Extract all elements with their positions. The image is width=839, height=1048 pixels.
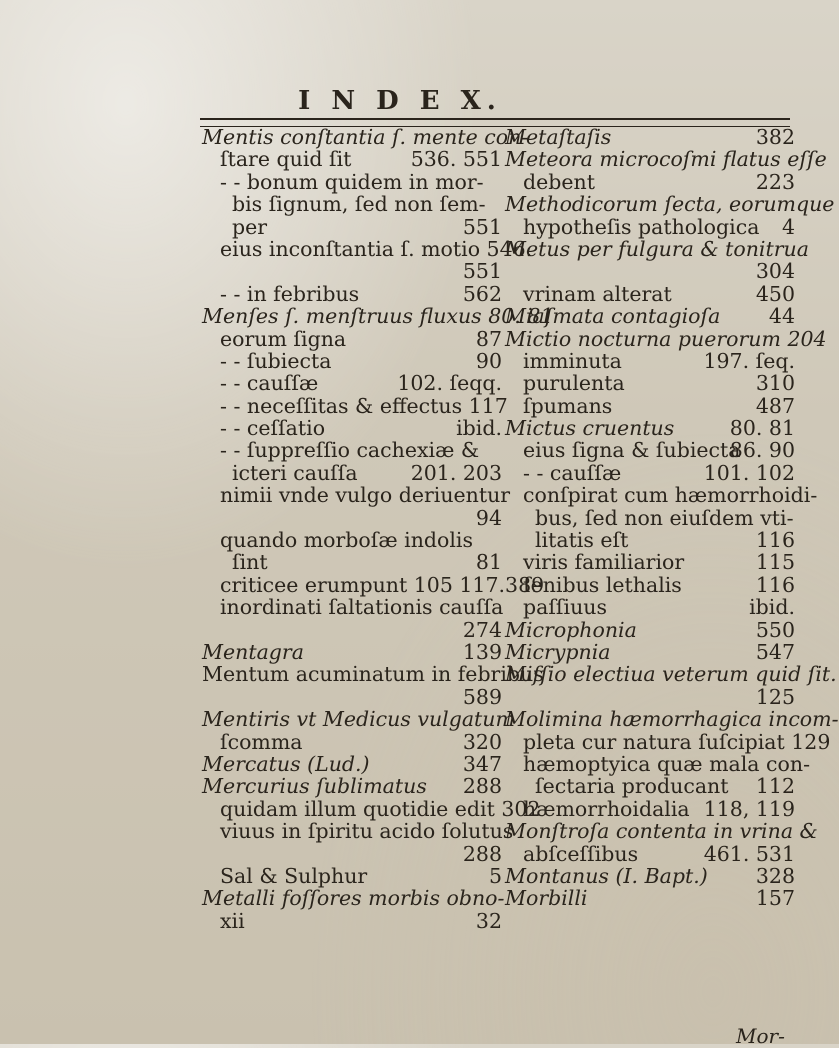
entry-page-ref: 139	[462, 639, 502, 664]
index-entry	[202, 641, 502, 663]
entry-text: Miaſmata contagioſa	[505, 304, 721, 329]
index-entry	[505, 305, 795, 327]
entry-text: ſectaria producant	[535, 774, 729, 799]
entry-text: Mentagra	[202, 639, 304, 664]
entry-text: paſſiuus	[523, 595, 608, 620]
entry-text: Menſes ſ. menſtruus fluxus 80. 81	[202, 304, 554, 329]
entry-text: - - bonum quidem in mor-	[220, 169, 484, 194]
index-entry	[505, 439, 795, 461]
index-entry	[202, 236, 533, 261]
entry-text: Mentum acuminatum in febribus	[202, 662, 544, 687]
index-entry	[202, 707, 515, 732]
entry-text: viris familiarior	[523, 550, 685, 575]
entry-page-ref: 94	[475, 505, 502, 530]
index-entry	[202, 171, 502, 193]
entry-page-ref: 288	[462, 841, 502, 866]
entry-page-ref: 304	[755, 259, 795, 284]
entry-page-ref: 112	[755, 774, 795, 799]
index-entry	[202, 148, 502, 170]
entry-page-ref: ibid.	[456, 416, 502, 441]
index-entry	[505, 147, 827, 172]
entry-text: abſceſſibus	[523, 841, 639, 866]
entry-page-ref: 551	[462, 259, 502, 284]
index-entry	[505, 729, 831, 754]
entry-page-ref: 118, 119	[703, 796, 795, 821]
index-entry	[505, 641, 795, 663]
entry-text: Metus per fulgura & tonitrua	[505, 236, 809, 261]
entry-text: litatis eſt	[535, 528, 629, 553]
index-entry	[505, 326, 827, 351]
entry-text: Mercurius ſublimatus	[202, 774, 427, 799]
entry-text: Mictus cruentus	[505, 416, 675, 441]
entry-text: Miſſio electiua veterum quid ſit.	[505, 662, 837, 687]
entry-text: quando morboſæ indolis	[220, 528, 474, 553]
entry-text: quidam illum quotidie edit 302	[220, 796, 541, 821]
entry-text: - - neceſſitas & effectus 117	[220, 393, 508, 418]
index-entry	[202, 596, 502, 618]
entry-page-ref: 115	[755, 550, 795, 575]
entry-text: inordinati ſaltationis cauſſa	[220, 595, 504, 620]
entry-text: pleta cur natura ſuſcipiat 129	[523, 729, 831, 754]
index-entry	[505, 350, 795, 372]
index-entry	[202, 796, 541, 821]
entry-text: hæmorrhoidalia	[523, 796, 690, 821]
index-entry	[505, 395, 795, 417]
entry-text: Sal & Sulphur	[220, 863, 368, 888]
entry-page-ref: 536. 551	[410, 147, 502, 172]
entry-text: Metalli foſſores morbis obno-	[202, 886, 505, 911]
entry-text: eorum ſigna	[220, 326, 347, 351]
index-entry	[505, 192, 835, 217]
entry-page-ref: 197. ſeq.	[703, 348, 795, 373]
index-entry	[505, 662, 837, 687]
entry-page-ref: 101. 102	[703, 460, 795, 485]
entry-text: purulenta	[523, 371, 625, 396]
entry-page-ref: 347	[462, 751, 502, 776]
index-entry	[202, 753, 502, 775]
entry-text: Mercatus (Lud.)	[202, 751, 370, 776]
index-entry	[505, 483, 818, 508]
index-entry	[202, 483, 511, 508]
entry-page-ref: 550	[755, 617, 795, 642]
entry-page-ref: 81	[475, 550, 502, 575]
index-entry	[505, 126, 795, 148]
index-entry	[505, 686, 795, 708]
index-entry	[202, 350, 502, 372]
entry-text: eius ſigna & ſubiecta	[523, 438, 741, 463]
entry-page-ref: 562	[462, 281, 502, 306]
entry-page-ref: 4	[781, 214, 795, 239]
entry-text: Mentis conſtantia ſ. mente con-	[202, 125, 529, 149]
entry-page-ref: 288	[462, 774, 502, 799]
index-entry	[202, 819, 514, 844]
entry-text: - - in febribus	[220, 281, 360, 306]
entry-text: - - cauſſæ	[220, 371, 319, 396]
entry-text: xii	[220, 908, 245, 933]
index-entry	[202, 572, 545, 597]
index-entry	[505, 236, 809, 261]
index-entry	[505, 574, 795, 596]
index-entry	[505, 462, 795, 484]
entry-page-ref: 328	[755, 863, 795, 888]
entry-text: Microphonia	[505, 617, 637, 642]
entry-page-ref: 116	[755, 528, 795, 553]
entry-page-ref: 116	[755, 572, 795, 597]
index-entry	[505, 707, 839, 732]
entry-page-ref: 87	[475, 326, 502, 351]
entry-text: - - ceſſatio	[220, 416, 326, 441]
entry-page-ref: 450	[755, 281, 795, 306]
index-entry	[505, 417, 795, 439]
index-entry	[505, 819, 818, 844]
entry-page-ref: 44	[768, 304, 795, 329]
entry-text: - - ſubiecta	[220, 348, 332, 373]
index-entry	[202, 529, 502, 551]
entry-page-ref: 589	[462, 684, 502, 709]
entry-text: Mentiris vt Medicus vulgatum	[202, 707, 515, 732]
entry-page-ref: 382	[755, 125, 795, 149]
entry-text: hæmoptyica quæ mala con-	[523, 751, 810, 776]
index-entry	[202, 462, 502, 484]
page-header: I N D E X.	[298, 86, 502, 116]
entry-page-ref: 102. ſeqq.	[397, 371, 502, 396]
index-entry	[202, 886, 505, 911]
index-entry	[202, 619, 502, 641]
index-entry	[505, 260, 795, 282]
entry-text: Morbilli	[505, 886, 588, 911]
entry-text: per	[232, 214, 268, 239]
index-entry	[202, 551, 502, 573]
index-entry	[202, 417, 502, 439]
entry-page-ref: 274	[462, 617, 502, 642]
catchword: Mor-	[736, 1024, 785, 1048]
index-entry	[505, 529, 795, 551]
index-entry	[505, 865, 795, 887]
index-entry	[202, 393, 508, 418]
index-entry	[202, 260, 502, 282]
entry-text: - - cauſſæ	[523, 460, 622, 485]
entry-page-ref: 201. 203	[410, 460, 502, 485]
index-entry	[202, 216, 502, 238]
index-entry	[202, 910, 502, 932]
entry-page-ref: 223	[755, 169, 795, 194]
entry-page-ref: 461. 531	[703, 841, 795, 866]
entry-text: imminuta	[523, 348, 622, 373]
index-entry	[202, 843, 502, 865]
entry-text: nimii vnde vulgo deriuentur	[220, 483, 511, 508]
entry-text: bis ſignum, ſed non ſem-	[232, 192, 486, 217]
entry-text: hypotheſis pathologica	[523, 214, 760, 239]
index-entry	[202, 283, 502, 305]
index-entry	[202, 686, 502, 708]
index-entry	[202, 731, 502, 753]
index-entry	[202, 507, 502, 529]
entry-page-ref: 80. 81	[729, 416, 795, 441]
entry-page-ref: 125	[755, 684, 795, 709]
index-entry	[202, 372, 502, 394]
entry-text: Meteora microcoſmi flatus eſſe	[505, 147, 827, 172]
entry-text: ſenibus lethalis	[523, 572, 682, 597]
entry-page-ref: 547	[755, 639, 795, 664]
index-entry	[505, 751, 810, 776]
entry-text: Montanus (I. Bapt.)	[505, 863, 708, 888]
entry-text: viuus in ſpiritu acido ſolutus	[220, 819, 514, 844]
entry-text: criticee erumpunt 105 117.389	[220, 572, 545, 597]
entry-text: ſtare quid ſit	[220, 147, 352, 172]
entry-text: vrinam alterat	[523, 281, 672, 306]
index-entry	[202, 865, 502, 887]
index-entry	[505, 216, 795, 238]
entry-text: Methodicorum ſecta, eorumque	[505, 192, 835, 217]
entry-text: eius inconſtantia ſ. motio 546.	[220, 236, 533, 261]
index-entry	[202, 439, 502, 461]
index-entry	[505, 596, 795, 618]
entry-text: Metaſtaſis	[505, 125, 612, 149]
index-entry	[202, 125, 529, 149]
entry-text: Molimina hæmorrhagica incom-	[505, 707, 839, 732]
right-column	[505, 125, 839, 911]
entry-page-ref: 90	[475, 348, 502, 373]
index-entry	[505, 798, 795, 820]
entry-text: ſcomma	[220, 729, 303, 754]
entry-text: icteri cauſſa	[232, 460, 358, 485]
index-entry	[505, 283, 795, 305]
entry-page-ref: 5	[488, 863, 502, 888]
entry-text: Monſtroſa contenta in vrina &	[505, 819, 818, 844]
index-entry	[202, 775, 502, 797]
index-entry	[505, 843, 795, 865]
entry-page-ref: 86. 90	[729, 438, 795, 463]
entry-page-ref: 487	[755, 393, 795, 418]
entry-text: Micrypnia	[505, 639, 611, 664]
entry-text: - - ſuppreſſio cachexiæ &	[220, 438, 480, 463]
entry-text: ſpumans	[523, 393, 613, 418]
index-entry	[505, 507, 795, 529]
index-entry	[505, 775, 795, 797]
entry-text: ſint	[232, 550, 268, 575]
entry-page-ref: 310	[755, 371, 795, 396]
index-entry	[202, 304, 554, 329]
index-entry	[505, 171, 795, 193]
entry-text: bus, ſed non eiuſdem vti-	[535, 505, 794, 530]
entry-text: Mictio nocturna puerorum 204	[505, 326, 827, 351]
entry-page-ref: 551	[462, 214, 502, 239]
entry-page-ref: 320	[462, 729, 502, 754]
index-entry	[505, 619, 795, 641]
entry-page-ref: 32	[475, 908, 502, 933]
index-entry	[505, 887, 795, 909]
index-entry	[505, 551, 795, 573]
index-entry	[202, 662, 544, 687]
index-entry	[202, 193, 502, 215]
entry-text: conſpirat cum hæmorrhoidi-	[523, 483, 818, 508]
entry-page-ref: ibid.	[749, 595, 795, 620]
entry-page-ref: 157	[755, 886, 795, 911]
index-entry	[202, 328, 502, 350]
index-entry	[505, 372, 795, 394]
entry-text: debent	[523, 169, 595, 194]
